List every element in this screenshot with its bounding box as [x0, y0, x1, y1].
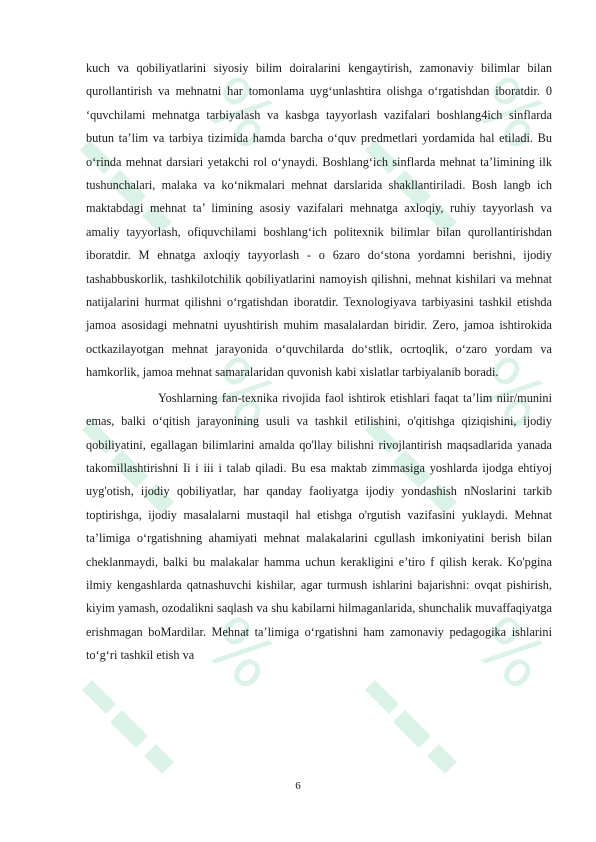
svg-text:%: % — [189, 60, 293, 166]
paragraph: Yoshlarning fan-texnika rivojida faol ishtirok etishlari faqat ta’lim niir/munini emas, balki o‘qitish jarayonining usuli va tashkil etilishini, o'qitishga qiziqishini, ijodiy qobiliyatini, egallagan bilimlarini amalda qo'llay bilishni rivojlantirish maqsadlarida yanada takomillashtirishni Ii i iii i talab qiladi. Bu esa maktab zimmasiga yoshlarda ijodga ehtiyoj uyg'otish, ijodiy qobiliyatlar, har qanday faoliyatga ijodiy yondashish nNoslarini tarkib toptirishga, ijodiy masalalarni mustaqil hal etishga o'rgutish vazifasini yuklaydi. Mehnat ta’limiga o‘rgatishning ahamiyati mehnat malakalarini cgullash imkoniyatini berish bilan cheklanmaydi, balki bu malakalar hamma uchun kerakligini e’tiro f qilish kerak. Ko'pgina ilmiy kengashlarda qatnashuvchi kishilar, agar turmush ishlarini bajarishni: ovqat pishirish, kiyim yamash, ozodalikni saqlash va shu kabilarni hilmaganlarida, shunchalik muvaffaqiyatga erishmagan boMardilar. Mehnat ta’limiga o‘rgatishni ham zamonaviy pedagogika ishlarini to‘g‘ri tashkil etish va — [86, 390, 552, 663]
svg-text:%: % — [459, 600, 563, 706]
svg-text:%: % — [189, 600, 293, 706]
svg-text:%: % — [459, 340, 563, 446]
svg-text:%: % — [459, 60, 563, 166]
paragraph: kuch va qobiliyatlarini siyosiy bilim doiralarini kengaytirish, zamonaviy bilimlar bilan qurollantirish va mehnatni har tomonlama uyg‘unlashtira olishga o‘rgatishdan iboratdir. 0 ‘quvchilami mehnatga tarbiyalash va kasbga tayyorlash vazifalari boshlang4ich sinflarda butun ta’lim va tarbiya tizimida hamda barcha o‘quv predmetlari yordamida hal etiladi. Bu o‘rinda mehnat darsiari yetakchi rol o‘ynaydi. Boshlang‘ich sinflarda mehnat ta’limining ilk tushunchalari, malaka va ko‘nikmalari mehnat darslarida shakllantiriladi. Bosh langb ich maktabdagi mehnat ta’ limining asosiy vazifalari mehnatga axloqiy, ruhiy tayyorlash va amaliy tayyorlash, ofiquvchilami boshlang‘ich politexnik bilimlar bilan qurollantirishdan iboratdir. M ehnatga axloqiy tayyorlash - o 6zaro do‘stona yordamni berishni, ijodiy tashabbuskorlik, tashkilotchilik qobiliyatlarini namoyish qilishni, mehnat kishilari va mehnat natijalarini hurmat qilishni o‘rgatishdan iboratdir. Texnologiyava tarbiyasini tashkil etishda jamoa asosidagi mehnatni uyushtirish muhim masalalardan biridir. Zero, jamoa ishtirokida octkazilayotgan mehnat jarayonida o‘quvchilarda do‘stlik, ocrtoqlik, o‘zaro yordam va hamkorlik, jamoa mehnat samaralaridan quvonish kabi xislatlar tarbiyalanib boradi. — [86, 61, 552, 380]
svg-text:%: % — [189, 340, 293, 446]
page-number: 6 — [295, 780, 301, 792]
body-text — [86, 57, 552, 668]
